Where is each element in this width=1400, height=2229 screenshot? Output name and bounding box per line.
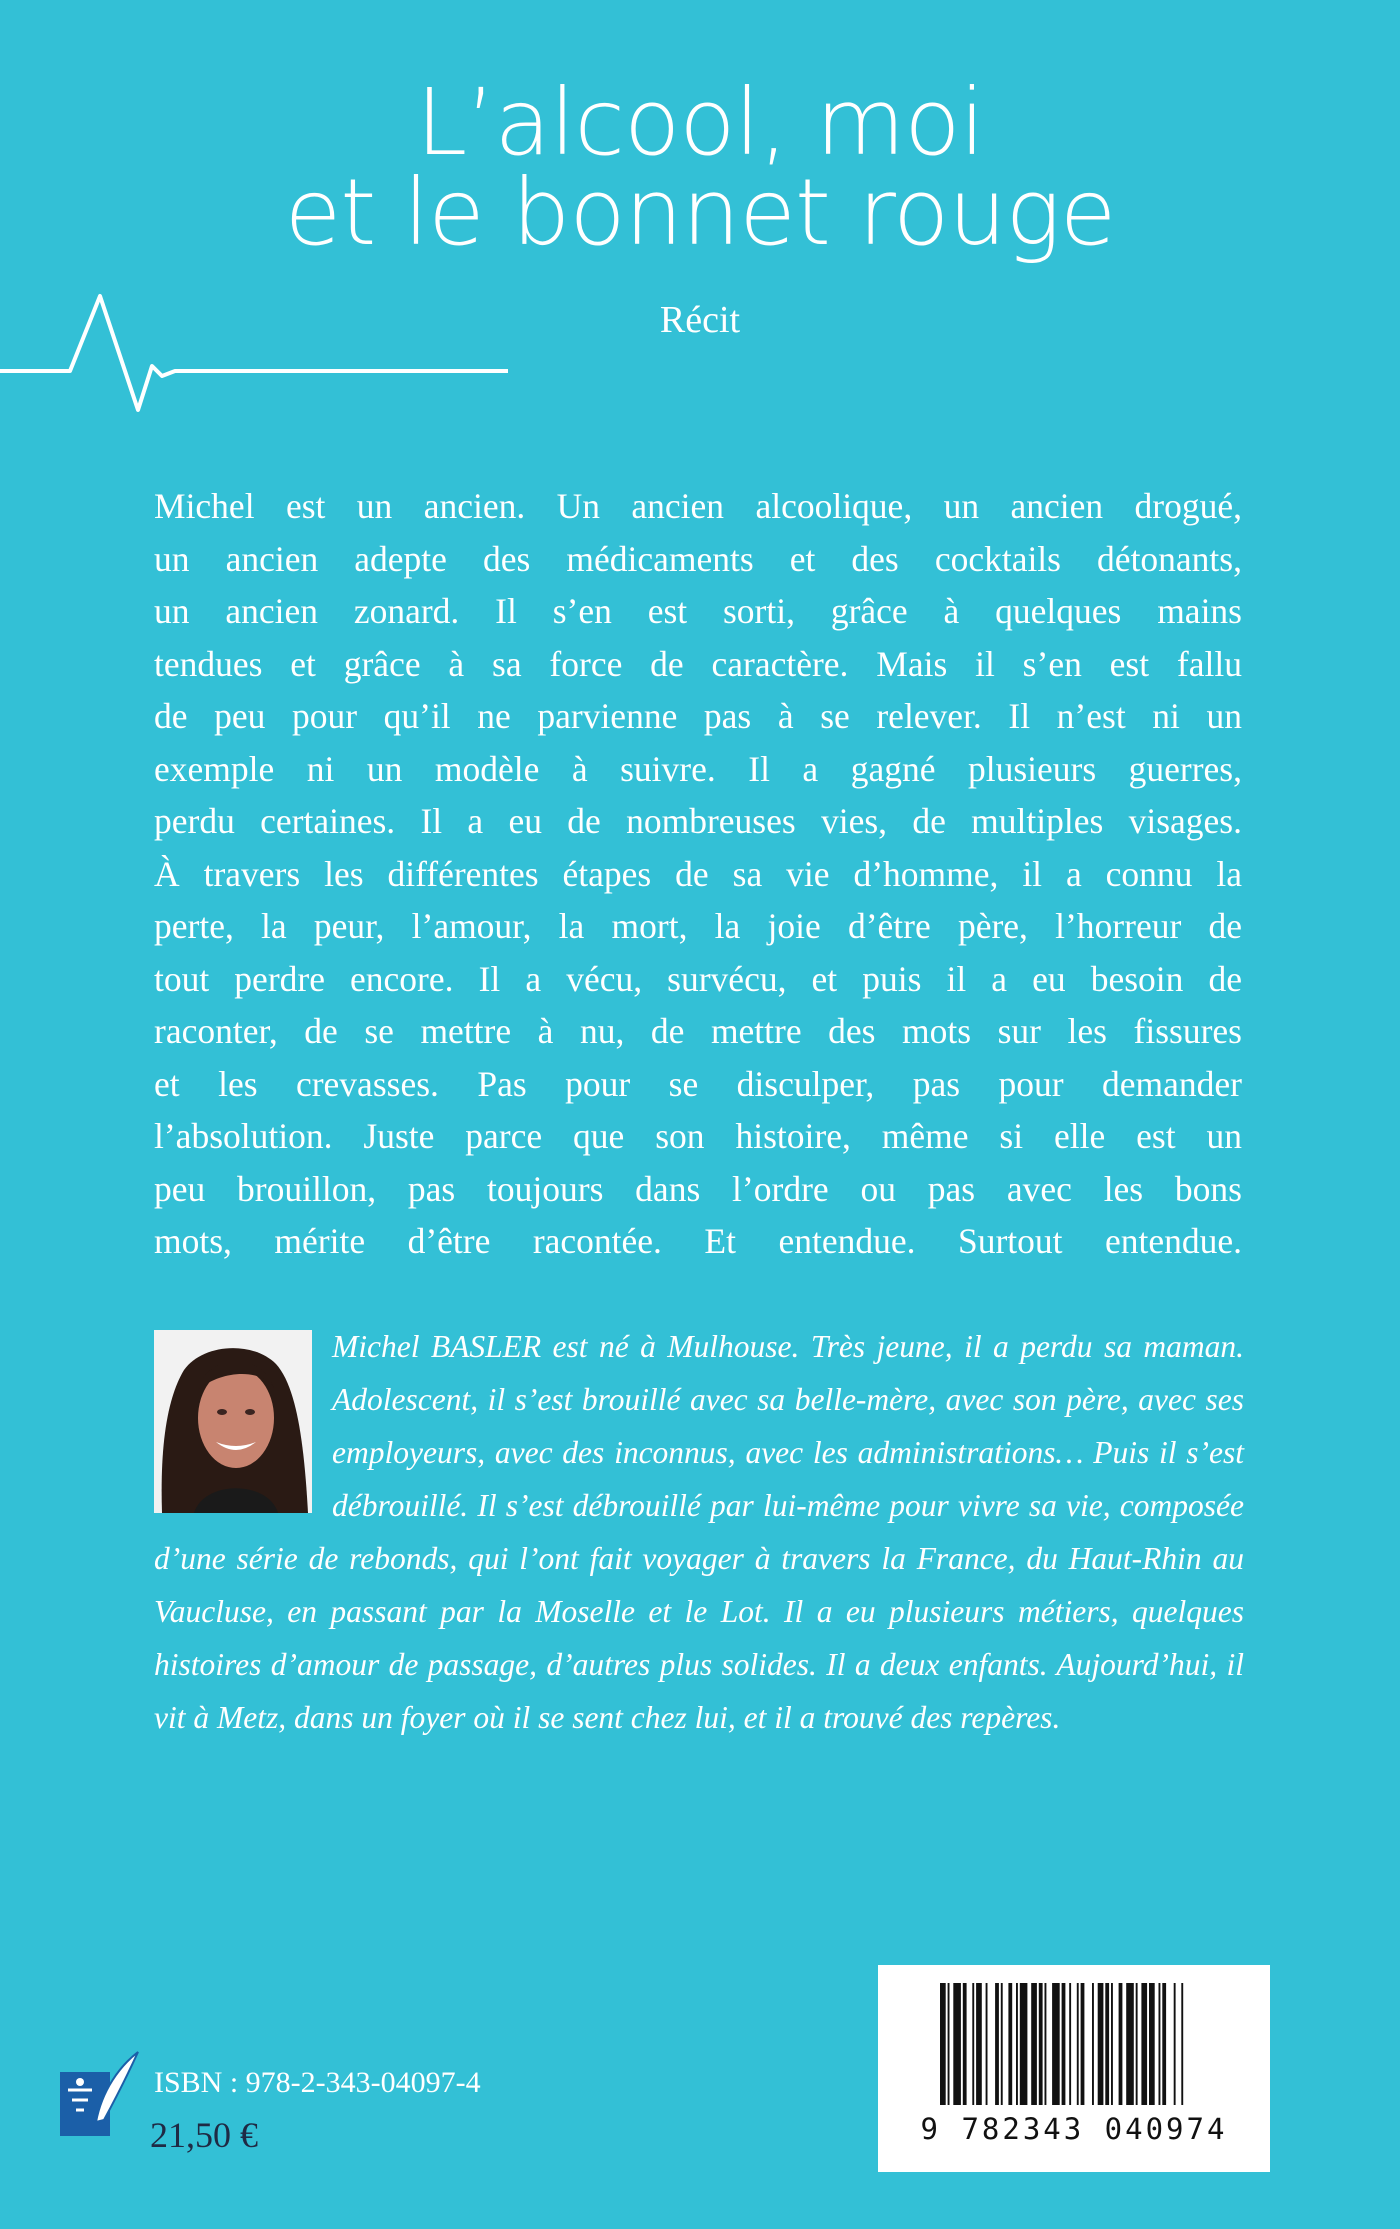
summary-line: tout perdre encore. Il a vécu, survécu, et puis il a eu besoin de	[154, 958, 1242, 999]
summary-line: un ancien adepte des médicaments et des cocktails détonants,	[154, 538, 1242, 579]
summary-line: l’absolution. Juste parce que son histoire, même si elle est un	[154, 1116, 1242, 1156]
barcode-bar	[1081, 1983, 1085, 2105]
price-label: 21,50 €	[150, 2115, 258, 2155]
barcode-bar	[1008, 1983, 1012, 2105]
genre-subtitle: Récit	[659, 299, 741, 341]
barcode-bar	[1069, 1983, 1071, 2105]
barcode-bar	[1039, 1983, 1043, 2105]
barcode-bar	[963, 1983, 967, 2105]
barcode-bar	[995, 1983, 999, 2105]
barcode-bar	[1141, 1983, 1147, 2105]
publisher-logo-icon	[58, 2050, 140, 2138]
summary-line: et les crevasses. Pas pour se disculper, pas pour demander	[154, 1063, 1242, 1104]
barcode-bar	[986, 1983, 988, 2105]
summary-line: mots, mérite d’être racontée. Et entendue. Surtout entendue.	[154, 1221, 1242, 1261]
barcode-bar	[1162, 1983, 1166, 2105]
barcode-bar	[976, 1983, 982, 2105]
summary-line: raconter, de se mettre à nu, de mettre des mots sur les fissures	[154, 1011, 1242, 1051]
summary-line: de peu pour qu’il ne parvienne pas à se relever. Il n’est ni un	[154, 696, 1242, 736]
author-bio-text: Michel BASLER est né à Mulhouse. Très jeune, il a perdu sa maman. Adolescent, il s’est brouillé avec sa belle-mère, avec son père, avec ses employeurs, avec des inconnus, avec les administrations… Puis il s’est débrouillé. Il s’est débrouillé par lui-même pour vivre sa vie, composée d’une série de rebonds, qui l’ont fait voyager à travers la France, du Haut-Rhin au Vaucluse, en passant par la Moselle et le Lot. Il a eu plusieurs métiers, quelques histoires d’amour de passage, d’autres plus solides. Il a deux enfants. Aujourd’hui, il vit à Metz, dans un foyer où il se sent chez lui, et il a trouvé des repères.	[154, 1329, 1244, 1735]
summary-line: tendues et grâce à sa force de caractère. Mais il s’en est fallu	[154, 643, 1242, 684]
barcode-bar	[1098, 1983, 1104, 2105]
isbn-label: ISBN : 978-2-343-04097-4	[154, 2066, 481, 2099]
barcode-bar	[1020, 1983, 1028, 2105]
barcode-bar	[1092, 1983, 1094, 2105]
barcode-bar	[948, 1983, 950, 2105]
summary-line: perte, la peur, l’amour, la mort, la joie d’être père, l’horreur de	[154, 906, 1242, 946]
summary-line: exemple ni un modèle à suivre. Il a gagné plusieurs guerres,	[154, 748, 1242, 789]
summary-text	[154, 480, 1242, 1268]
summary-line: perdu certaines. Il a eu de nombreuses vies, de multiples visages.	[154, 801, 1242, 841]
barcode-digits: 9 782343 040974	[920, 2112, 1228, 2146]
summary-line: Michel est un ancien. Un ancien alcoolique, un ancien drogué,	[154, 486, 1242, 526]
barcode-bar	[1016, 1983, 1018, 2105]
barcode-bar	[1119, 1983, 1123, 2105]
summary-line: peu brouillon, pas toujours dans l’ordre ou pas avec les bons	[154, 1168, 1242, 1209]
barcode-bar	[1149, 1983, 1155, 2105]
barcode-bar	[1052, 1983, 1060, 2105]
barcode-bar	[953, 1983, 961, 2105]
barcode-bar	[1045, 1983, 1047, 2105]
barcode-bar	[1159, 1983, 1161, 2105]
barcode-bars	[878, 1965, 1270, 2115]
barcode-bar	[1181, 1983, 1183, 2105]
book-title	[0, 69, 1400, 266]
barcode-bar	[1174, 1983, 1176, 2105]
summary-line: À travers les différentes étapes de sa vie d’homme, il a connu la	[154, 853, 1242, 894]
barcode-bar	[1062, 1983, 1066, 2105]
title-line-2: et le bonnet rouge	[284, 159, 1116, 266]
summary-line: un ancien zonard. Il s’en est sorti, grâce à quelques mains	[154, 591, 1242, 631]
author-photo	[154, 1330, 312, 1513]
barcode-bar	[1031, 1983, 1037, 2105]
barcode-bar	[1105, 1983, 1109, 2105]
barcode-bar	[972, 1983, 974, 2105]
barcode-bar	[1001, 1983, 1003, 2105]
barcode-bar	[1136, 1983, 1138, 2105]
barcode-bar	[1126, 1983, 1134, 2105]
barcode-bar	[1111, 1983, 1113, 2105]
barcode	[878, 1965, 1270, 2172]
barcode-bar	[940, 1983, 946, 2105]
title-line-1: L’alcool, moi	[415, 69, 985, 176]
author-bio	[154, 1320, 1244, 1744]
barcode-bar	[1077, 1983, 1079, 2105]
